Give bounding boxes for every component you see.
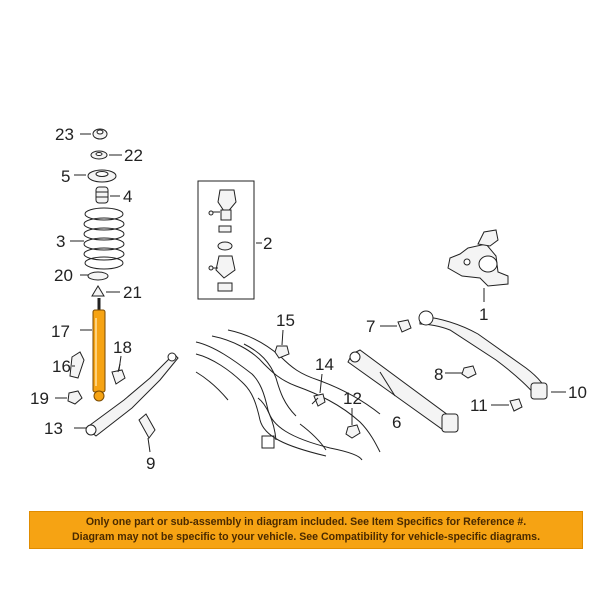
part-22-washer xyxy=(91,151,107,159)
callout-21: 21 xyxy=(123,283,142,302)
callout-10: 10 xyxy=(568,383,587,402)
part-9-bumper xyxy=(139,414,155,438)
part-11-bolt xyxy=(510,399,522,411)
disclaimer-line-2: Diagram may not be specific to your vehicle. See Compatibility for vehicle-specific diagrams. xyxy=(71,531,541,543)
part-14-bolt xyxy=(312,394,325,406)
part-8-nut xyxy=(462,366,476,378)
callout-17: 17 xyxy=(51,322,70,341)
callout-19: 19 xyxy=(30,389,49,408)
part-16-bracket xyxy=(70,352,84,378)
part-10-upper-control-arm xyxy=(419,311,547,399)
part-4-bumper xyxy=(96,187,108,203)
disclaimer-banner xyxy=(29,511,583,549)
shock-absorber-eye xyxy=(94,391,104,401)
callout-13: 13 xyxy=(44,419,63,438)
part-2-ball-joint-kit xyxy=(198,181,254,299)
callout-23: 23 xyxy=(55,125,74,144)
callout-15: 15 xyxy=(276,311,295,330)
disclaimer-line-1: Only one part or sub-assembly in diagram included. See Item Specifics for Reference #. xyxy=(85,516,527,528)
shock-absorber-body xyxy=(93,310,105,392)
callout-5: 5 xyxy=(61,167,71,186)
part-3-coil-spring xyxy=(84,208,124,269)
part-6-lower-control-arm xyxy=(348,350,458,432)
callout-22: 22 xyxy=(124,146,143,165)
callout-8: 8 xyxy=(434,365,444,384)
callout-16: 16 xyxy=(52,357,71,376)
part-15-nut xyxy=(275,346,289,358)
part-18-bolt xyxy=(112,364,125,384)
callout-12: 12 xyxy=(343,389,362,408)
callout-3: 3 xyxy=(56,232,66,251)
callout-9: 9 xyxy=(146,454,156,473)
callout-2: 2 xyxy=(263,234,273,253)
part-17-shock-absorber xyxy=(93,298,105,401)
part-20-insulator xyxy=(88,272,108,280)
part-19-nut xyxy=(68,391,82,404)
part-1-steering-knuckle xyxy=(448,230,508,286)
callout-6: 6 xyxy=(392,413,402,432)
callout-14: 14 xyxy=(315,355,334,374)
callout-20: 20 xyxy=(54,266,73,285)
callout-18: 18 xyxy=(113,338,132,357)
part-12-nut xyxy=(346,425,360,438)
callout-11: 11 xyxy=(470,396,488,415)
part-7-bolt xyxy=(398,320,411,332)
part-23-nut xyxy=(93,129,107,139)
callout-1: 1 xyxy=(479,305,489,324)
part-21-cap xyxy=(92,286,104,296)
callout-4: 4 xyxy=(123,187,133,206)
part-5-insulator xyxy=(88,170,116,182)
callout-7: 7 xyxy=(366,317,376,336)
